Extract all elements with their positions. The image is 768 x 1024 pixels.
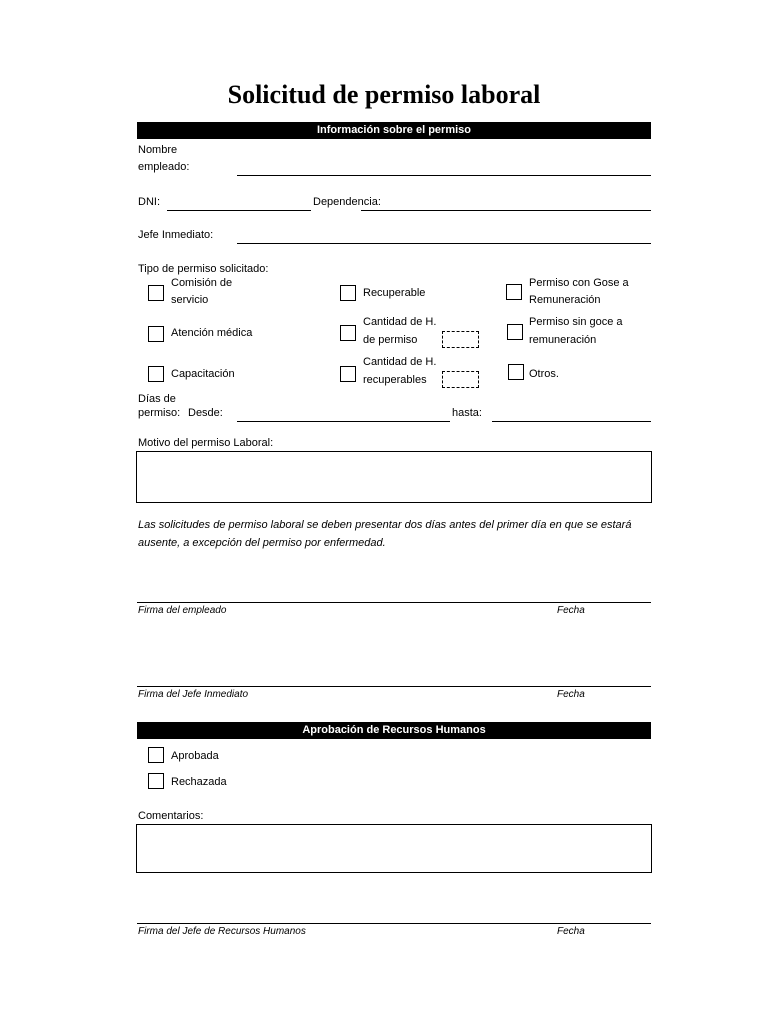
- cant-recup-hours-field[interactable]: [442, 371, 479, 388]
- gose-label-1: Permiso con Gose a: [529, 277, 629, 289]
- hasta-field[interactable]: [492, 421, 651, 422]
- comision-label-1: Comisión de: [171, 277, 233, 289]
- capacitacion-label: Capacitación: [171, 368, 235, 380]
- firma-empleado-line[interactable]: [137, 602, 651, 603]
- rechazada-checkbox[interactable]: [148, 773, 164, 789]
- dias-label-2: permiso:: [138, 407, 181, 419]
- sin-goce-label-1: Permiso sin goce a: [529, 316, 623, 328]
- fecha-empleado-label: Fecha: [557, 605, 585, 616]
- firma-rrhh-line[interactable]: [137, 923, 651, 924]
- section-header-rrhh: Aprobación de Recursos Humanos: [137, 722, 651, 739]
- nombre-label-1: Nombre: [138, 144, 178, 156]
- nombre-label-2: empleado:: [138, 161, 190, 173]
- cant-permiso-hours-field[interactable]: [442, 331, 479, 348]
- firma-jefe-label: Firma del Jefe Inmediato: [138, 689, 249, 700]
- sin-goce-checkbox[interactable]: [507, 324, 523, 340]
- motivo-label: Motivo del permiso Laboral:: [138, 437, 274, 449]
- recuperable-label: Recuperable: [363, 287, 426, 299]
- cant-recup-label-2: recuperables: [363, 374, 427, 386]
- recuperable-checkbox[interactable]: [340, 285, 356, 301]
- nombre-field[interactable]: [237, 175, 651, 176]
- firma-empleado-label: Firma del empleado: [138, 605, 227, 616]
- firma-rrhh-label: Firma del Jefe de Recursos Humanos: [138, 926, 306, 937]
- gose-checkbox[interactable]: [506, 284, 522, 300]
- dependencia-label: Dependencia:: [313, 196, 381, 208]
- rechazada-label: Rechazada: [171, 776, 227, 788]
- motivo-textarea[interactable]: [136, 451, 652, 503]
- sin-goce-label-2: remuneración: [529, 334, 597, 346]
- desde-label: Desde:: [188, 407, 223, 419]
- atencion-label: Atención médica: [171, 327, 253, 339]
- page-title: Solicitud de permiso laboral: [227, 80, 541, 109]
- gose-label-2: Remuneración: [529, 294, 601, 306]
- capacitacion-checkbox[interactable]: [148, 366, 164, 382]
- cant-permiso-checkbox[interactable]: [340, 325, 356, 341]
- aprobada-label: Aprobada: [171, 750, 219, 762]
- dias-label-1: Días de: [138, 393, 176, 405]
- jefe-label: Jefe Inmediato:: [138, 229, 214, 241]
- atencion-checkbox[interactable]: [148, 326, 164, 342]
- fecha-jefe-label: Fecha: [557, 689, 585, 700]
- desde-field[interactable]: [237, 421, 450, 422]
- cant-recup-checkbox[interactable]: [340, 366, 356, 382]
- tipo-permiso-label: Tipo de permiso solicitado:: [138, 263, 269, 275]
- firma-jefe-line[interactable]: [137, 686, 651, 687]
- otros-checkbox[interactable]: [508, 364, 524, 380]
- cant-recup-label-1: Cantidad de H.: [363, 356, 437, 368]
- aprobada-checkbox[interactable]: [148, 747, 164, 763]
- hasta-label: hasta:: [452, 407, 482, 419]
- comentarios-textarea[interactable]: [136, 824, 652, 873]
- dni-field[interactable]: [167, 210, 311, 211]
- comentarios-label: Comentarios:: [138, 810, 204, 822]
- notice-text: Las solicitudes de permiso laboral se deben presentar dos días antes del primer día en que se estará ausente, a excepción del permiso por enfermedad.: [138, 519, 632, 549]
- cant-permiso-label-2: de permiso: [363, 334, 418, 346]
- dependencia-field[interactable]: [361, 210, 651, 211]
- cant-permiso-label-1: Cantidad de H.: [363, 316, 437, 328]
- dni-label: DNI:: [138, 196, 160, 208]
- section-header-info: Información sobre el permiso: [137, 122, 651, 139]
- comision-checkbox[interactable]: [148, 285, 164, 301]
- fecha-rrhh-label: Fecha: [557, 926, 585, 937]
- comision-label-2: servicio: [171, 294, 209, 306]
- otros-label: Otros.: [529, 368, 559, 380]
- jefe-field[interactable]: [237, 243, 651, 244]
